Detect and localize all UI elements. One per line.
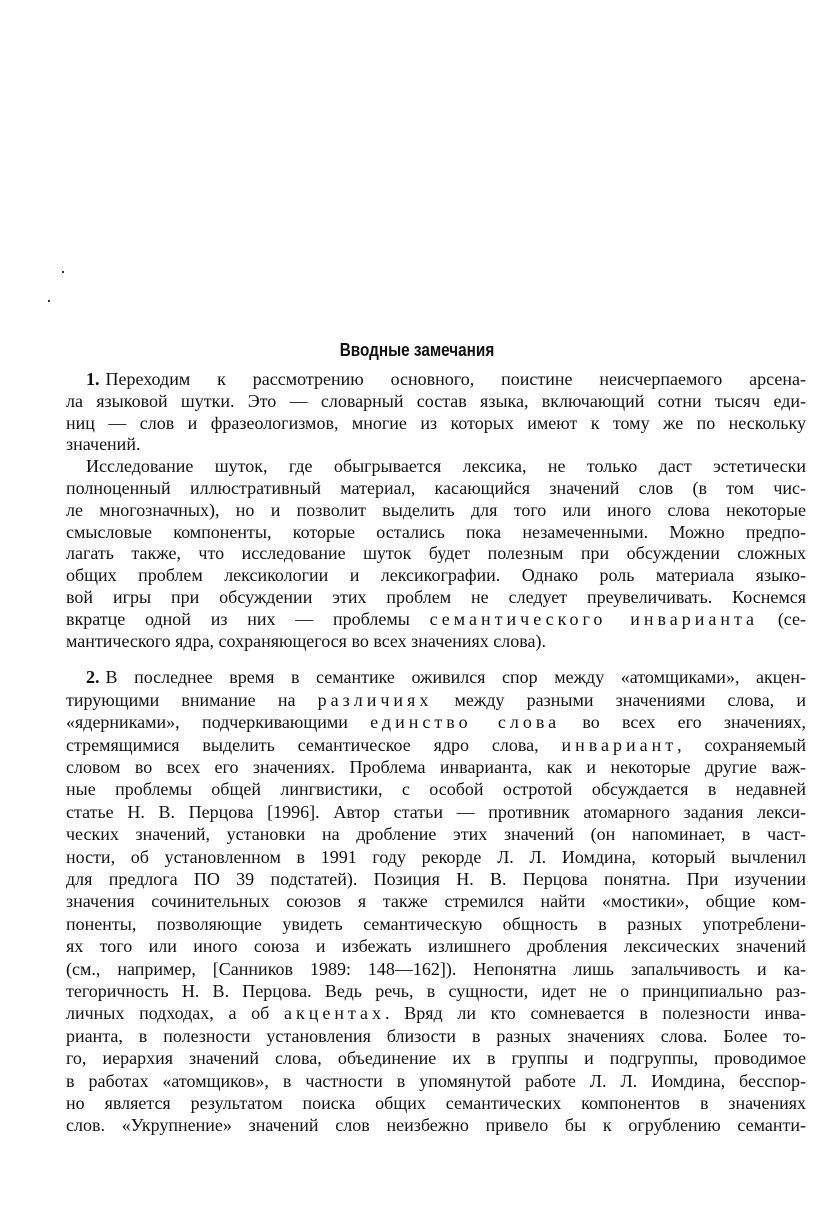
text-line: [66, 608, 806, 630]
text-line: [66, 412, 806, 434]
text-line: [66, 455, 806, 477]
spaced-emphasis: различиях: [317, 689, 433, 710]
text-line: [66, 477, 806, 499]
text-segment: во всех его значениях,: [560, 712, 806, 733]
scan-speck: [48, 300, 50, 302]
text-line: [66, 711, 806, 733]
text-line: [66, 734, 806, 756]
text-segment: словом во всех его значениях. Проблема инварианта, как и некоторые другие важ-: [66, 757, 806, 777]
text-line: [66, 630, 806, 652]
text-line: [66, 368, 806, 390]
text-line: [66, 1025, 806, 1047]
text-segment: ле многозначных), но и позволит выделить для того или иного слова некоторые: [66, 499, 806, 520]
text-segment: тегоричность Н. В. Перцова. Ведь речь, в сущности, идет не о принципиально раз-: [66, 981, 806, 1001]
spaced-emphasis: единство слова: [370, 712, 561, 733]
scan-speck: [62, 271, 64, 273]
text-segment: стремящимися выделить семантическое ядро слова,: [66, 734, 562, 755]
text-segment: слов. «Укрупнение» значений слов неизбежно привело бы к огрублению семанти-: [66, 1115, 806, 1136]
text-line: [66, 823, 806, 845]
text-segment: . Вряд ли кто сомневается в полезности инва-: [385, 1003, 806, 1024]
text-segment: поненты, позволяющие увидеть семантическую общность в разных употреблени-: [66, 913, 806, 934]
text-line: [66, 689, 806, 711]
paragraph-number: 1.: [86, 369, 100, 389]
text-line: [66, 890, 806, 912]
text-segment: для предлога ПО 39 подстатей). Позиция Н. В. Перцова понятна. При изучении: [66, 869, 806, 889]
text-segment: го, иерархия значений слова, объединение их в группы и подгруппы, проводимое: [66, 1048, 806, 1069]
text-line: [66, 564, 806, 586]
text-line: [66, 433, 806, 455]
text-segment: тирующими внимание на: [66, 689, 318, 710]
text-segment: ниц — слов и фразеологизмов, многие из которых имеют к тому же по нескольку: [66, 412, 806, 433]
text-line: [66, 913, 806, 935]
text-line: [66, 868, 806, 890]
text-segment: мантического ядра, сохраняющегося во всех значениях слова).: [66, 630, 546, 651]
text-segment: лагать также, что исследование шуток будет полезным при обсуждении сложных: [66, 543, 806, 564]
text-segment: значения сочинительных союзов я также стремился найти «мостики», общие ком-: [66, 891, 806, 912]
text-line: [66, 521, 806, 543]
text-line: [66, 666, 806, 688]
text-segment: но является результатом поиска общих семантических компонентов в значениях: [66, 1093, 806, 1113]
spaced-emphasis: семантического инварианта: [429, 608, 759, 629]
text-line: [66, 935, 806, 957]
text-segment: смысловые компоненты, которые остались пока незамеченными. Можно предпо-: [66, 521, 806, 542]
text-segment: вой игры при обсуждении этих проблем не следует преувеличивать. Коснемся: [66, 587, 806, 607]
text-segment: общих проблем лексикологии и лексикографии. Однако роль материала языко-: [66, 565, 806, 586]
text-segment: ях того или иного союза и избежать излишнего дробления лексических значений: [66, 936, 806, 957]
text-segment: значений.: [66, 434, 141, 455]
text-segment: полноценный иллюстративный материал, касающийся значений слов (в том чис-: [66, 478, 806, 498]
text-segment: Исследование шуток, где обыгрывается лексика, не только даст эстетически: [86, 456, 806, 477]
text-segment: личных подходах, а об: [66, 1003, 284, 1024]
text-line: [66, 801, 806, 823]
text-segment: ческих значений, установки на дробление этих значений (он напоминает, в част-: [66, 824, 806, 845]
text-line: [66, 390, 806, 412]
text-segment: статье Н. В. Перцова [1996]. Автор статьи — противник атомарного задания лекси-: [66, 801, 806, 822]
text-line: [66, 586, 806, 608]
text-line: [66, 1070, 806, 1092]
paragraph-number: 2.: [86, 667, 100, 688]
text-line: [66, 1047, 806, 1069]
text-segment: В последнее время в семантике оживился спор между «атомщиками», акцен-: [105, 667, 806, 688]
text-segment: «ядерниками», подчеркивающими: [66, 712, 371, 733]
text-line: [66, 980, 806, 1002]
text-line: [66, 542, 806, 564]
text-segment: Переходим к рассмотрению основного, поистине неисчерпаемого арсена-: [105, 369, 806, 389]
text-line: [66, 846, 806, 868]
text-line: [66, 1092, 806, 1114]
text-line: [66, 756, 806, 778]
text-line: [66, 1002, 806, 1024]
text-segment: ные проблемы общей лингвистики, с особой остротой обсуждается в недавней: [66, 779, 806, 800]
text-segment: (се-: [758, 608, 807, 629]
text-segment: рианта, в полезности установления близости в разных значениях слова. Более то-: [66, 1025, 806, 1046]
text-segment: ла языковой шутки. Это — словарный состав языка, включающий сотни тысяч еди-: [66, 390, 806, 411]
text-line: [66, 778, 806, 800]
spaced-emphasis: инвариант: [561, 734, 678, 755]
text-line: [66, 499, 806, 521]
text-segment: между разными значениями слова, и: [432, 689, 806, 710]
text-segment: (см., например, [Санников 1989: 148—162]). Непонятна лишь запальчивость и ка-: [66, 958, 806, 979]
text-line: [66, 1114, 806, 1136]
text-segment: , сохраняемый: [677, 734, 806, 755]
section-heading: Вводные замечания: [339, 340, 495, 360]
text-segment: вкратце одной из них — проблемы: [66, 608, 430, 629]
text-segment: ности, об установленном в 1991 году рекорде Л. Л. Иомдина, который вычленил: [66, 846, 806, 867]
spaced-emphasis: акцентах: [283, 1003, 386, 1024]
text-line: [66, 958, 806, 980]
text-segment: в работах «атомщиков», в частности в упомянутой работе Л. Л. Иомдина, бесспор-: [66, 1070, 806, 1091]
